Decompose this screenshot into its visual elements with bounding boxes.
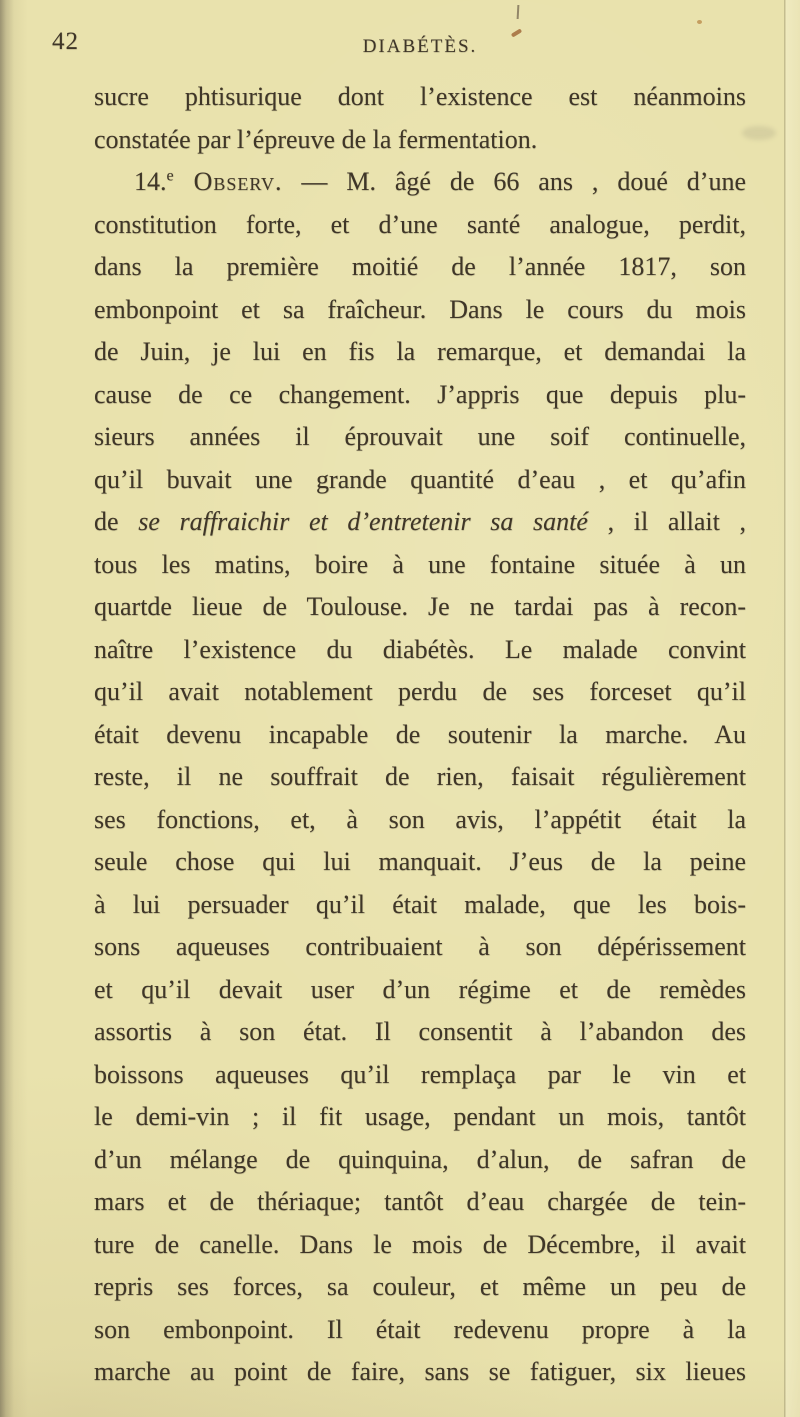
text-segment: sons aqueuses contribuaient à son dépérissement (94, 932, 746, 961)
text-segment: constitution forte, et d’une santé analogue, perdit, (94, 209, 746, 239)
text-line (94, 459, 746, 502)
page-left-edge-shadow (0, 0, 14, 1417)
text-segment: boissons aqueuses qu’il remplaça par le vin et (94, 1059, 746, 1089)
text-segment: à lui persuader qu’il était malade, que les bois- (94, 889, 746, 919)
text-line (94, 1054, 746, 1097)
text-segment: sieurs années il éprouvait une soif continuelle, (94, 422, 746, 451)
running-header: DIABÉTÈS. (362, 36, 478, 57)
text-line (94, 161, 746, 204)
text-segment: qu’il avait notablement perdu de ses forceset qu’il (94, 677, 746, 706)
text-line (94, 1351, 746, 1394)
text-line (94, 416, 746, 459)
text-line (94, 246, 746, 289)
page-number: 42 (52, 28, 79, 55)
text-line (94, 204, 746, 247)
text-line (94, 714, 746, 757)
text-line (94, 841, 746, 884)
text-line (94, 331, 746, 374)
text-segment: ture de canelle. Dans le mois de Décembre, il avait (94, 1229, 746, 1259)
text-segment-smallcaps: Observ. (173, 167, 283, 196)
text-segment: seule chose qui lui manquait. J’eus de la peine (94, 847, 746, 876)
margin-smudge (742, 126, 776, 140)
text-segment: constatée par l’épreuve de la fermentation. (94, 124, 538, 154)
text-line (94, 544, 746, 587)
text-segment-sup: e (166, 167, 174, 185)
text-segment: était devenu incapable de soutenir la marche. Au (94, 719, 746, 749)
text-segment: — M. âgé de 66 ans , doué d’une (282, 167, 746, 196)
text-line (94, 119, 746, 162)
text-segment: naître l’existence du diabétès. Le malade convint (94, 634, 746, 664)
text-segment: qu’il buvait une grande quantité d’eau , et qu’afin (94, 464, 746, 494)
text-line (94, 1139, 746, 1182)
text-segment: de (94, 507, 139, 536)
text-line (94, 884, 746, 927)
text-segment: mars et de thériaque; tantôt d’eau chargée de tein- (94, 1187, 746, 1216)
text-line (94, 969, 746, 1012)
text-segment: dans la première moitié de l’année 1817, son (94, 252, 746, 281)
text-segment: repris ses forces, sa couleur, et même un peu de (94, 1272, 746, 1301)
text-segment: le demi-vin ; il fit usage, pendant un mois, tantôt (94, 1102, 746, 1131)
text-line (94, 1224, 746, 1267)
text-segment: embonpoint et sa fraîcheur. Dans le cours du mois (94, 294, 746, 324)
text-line (94, 1266, 746, 1309)
text-segment-italic: se raffraichir et d’entretenir sa santé (138, 507, 588, 536)
text-segment: d’un mélange de quinquina, d’alun, de safran de (94, 1144, 746, 1174)
text-line (94, 756, 746, 799)
text-line (94, 1181, 746, 1224)
text-segment: cause de ce changement. J’appris que depuis plu- (94, 379, 746, 409)
text-segment: tous les matins, boire à une fontaine située à un (94, 549, 746, 579)
text-line (94, 501, 746, 544)
page-right-edge (784, 0, 800, 1417)
text-segment: son embonpoint. Il était redevenu propre à la (94, 1314, 746, 1344)
text-line (94, 289, 746, 332)
text-segment: sucre phtisurique dont l’existence est néanmoins (94, 82, 746, 111)
text-line (94, 1309, 746, 1352)
text-segment: assortis à son état. Il consentit à l’abandon des (94, 1017, 746, 1046)
text-segment: marche au point de faire, sans se fatiguer, six lieues (94, 1357, 746, 1386)
text-line (94, 629, 746, 672)
page-body (94, 76, 746, 1394)
text-line (94, 586, 746, 629)
text-segment: quartde lieue de Toulouse. Je ne tardai pas à recon- (94, 592, 746, 621)
text-line (94, 926, 746, 969)
text-segment: ses fonctions, et, à son avis, l’appétit était la (94, 804, 746, 834)
text-line (94, 76, 746, 119)
text-line (94, 671, 746, 714)
text-line (94, 374, 746, 417)
foxing-spot (697, 20, 702, 24)
text-line (94, 1011, 746, 1054)
text-line (94, 799, 746, 842)
text-segment: et qu’il devait user d’un régime et de remèdes (94, 974, 746, 1004)
text-segment: reste, il ne souffrait de rien, faisait régulièrement (94, 762, 746, 791)
text-segment-num: 14. (134, 167, 167, 196)
text-segment: , il allait , (587, 507, 746, 536)
text-line (94, 1096, 746, 1139)
text-segment: de Juin, je lui en fis la remarque, et demandai la (94, 337, 746, 366)
print-tick-artifact (517, 5, 520, 19)
